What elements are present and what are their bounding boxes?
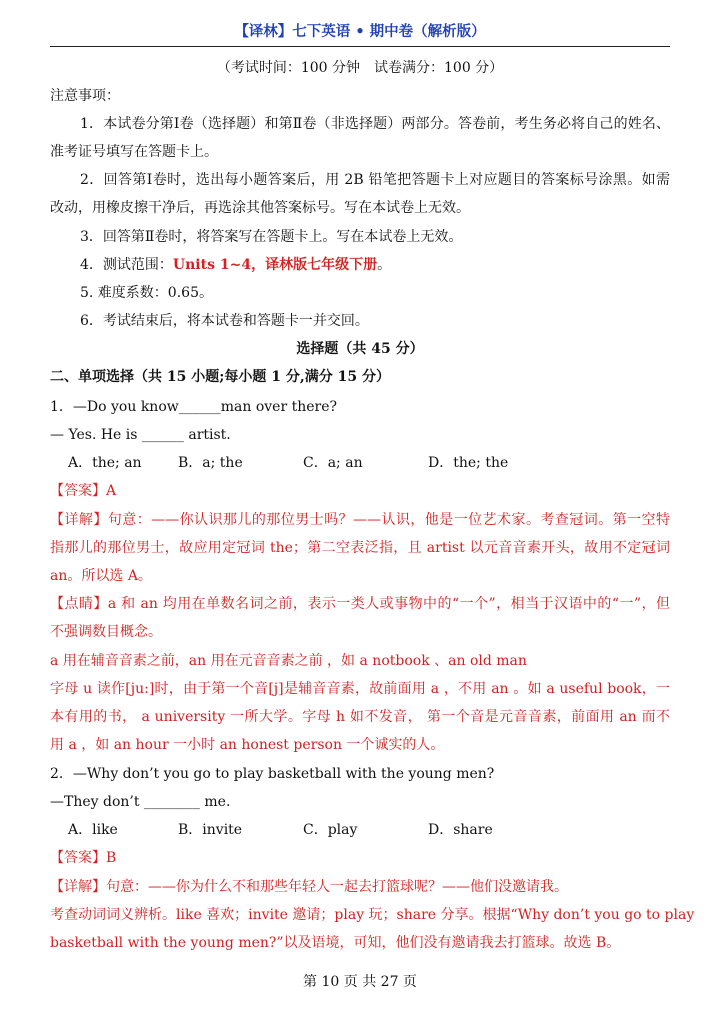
question-2-stem: 2．—Why don’t you go to play basketball with the young men?	[50, 766, 495, 782]
question-2-option-c: C．play	[303, 822, 358, 838]
notice-item-2-line-1: 2．回答第Ⅰ卷时，选出每小题答案后，用 2B 铅笔把答题卡上对应题目的答案标号涂黑。如需	[80, 172, 670, 188]
header-title: 【译林】七下英语 • 期中卷（解析版）	[234, 23, 486, 40]
notice-item-2-line-2: 改动，用橡皮擦干净后，再选涂其他答案标号。写在本试卷上无效。	[50, 200, 470, 216]
question-1-stem: 1．—Do you know______man over there?	[50, 399, 337, 415]
question-2-option-a: A．like	[68, 822, 118, 838]
header-rule	[50, 46, 670, 47]
notice-item-1-line-1: 1．本试卷分第Ⅰ卷（选择题）和第Ⅱ卷（非选择题）两部分。答卷前，考生务必将自己的姓名、	[80, 116, 670, 132]
question-1-reply: — Yes. He is ______ artist.	[50, 427, 231, 443]
question-2-answer: 【答案】B	[50, 850, 117, 866]
question-1-detail-line-3: an。所以选 A。	[50, 568, 152, 584]
question-1-option-d: D．the; the	[428, 455, 509, 471]
question-2-detail-line-3: basketball with the young men?”以及语境，可知，他们没有邀请我去打篮球。故选 B。	[50, 935, 621, 951]
notice-item-3: 3．回答第Ⅱ卷时，将答案写在答题卡上。写在本试卷上无效。	[80, 229, 463, 245]
part-title: 二、单项选择（共 15 小题;每小题 1 分,满分 15 分）	[50, 369, 390, 385]
question-2-reply: —They don’t ________ me.	[50, 794, 231, 810]
question-1-option-b: B．a; the	[178, 455, 243, 471]
question-2-options	[0, 820, 720, 840]
question-1-answer: 【答案】A	[50, 483, 117, 499]
notice-item-4-suffix: 。	[377, 257, 392, 273]
question-1-options	[0, 453, 720, 473]
question-1-tip-line-2: 不强调数目概念。	[50, 624, 162, 640]
notice-item-4-prefix: 4．测试范围：	[80, 257, 173, 273]
question-1-option-a: A．the; an	[68, 455, 142, 471]
question-1-option-c: C．a; an	[303, 455, 363, 471]
section-title: 选择题（共 45 分）	[296, 341, 424, 357]
notice-item-4	[80, 255, 391, 275]
question-2-option-d: D．share	[428, 822, 493, 838]
question-1-tip-line-6: 用 a ，如 an hour 一小时 an honest person 一个诚实的人。	[50, 737, 445, 753]
page-footer: 第 10 页 共 27 页	[303, 974, 417, 990]
notice-heading: 注意事项：	[50, 88, 120, 104]
question-1-tip-line-3: a 用在辅音音素之前，an 用在元音音素之前 ，如 a notbook 、an old man	[50, 653, 527, 669]
notice-item-5: 5. 难度系数：0.65。	[80, 285, 213, 301]
question-2-detail-line-2: 考查动词词义辨析。like 喜欢；invite 邀请；play 玩；share 分享。根据“Why don’t you go to play	[50, 907, 695, 923]
question-1-detail-line-1: 【详解】句意：——你认识那儿的那位男士吗？——认识，他是一位艺术家。考查冠词。第一空特	[50, 512, 670, 528]
question-1-tip-line-5: 本有用的书， a university 一所大学。字母 h 如不发音， 第一个音是元音音素，前面用 an 而不	[50, 709, 670, 725]
question-1-detail-line-2: 指那儿的那位男士，故应用定冠词 the；第二空表泛指，且 artist 以元音音素开头，故用不定冠词	[50, 540, 670, 556]
test-scope: Units 1~4，译林版七年级下册	[172, 257, 378, 273]
notice-item-6: 6．考试结束后，将本试卷和答题卡一并交回。	[80, 313, 369, 329]
question-1-tip-line-4: 字母 u 读作[ju:]时，由于第一个音[j]是辅音音素，故前面用 a ，不用 an 。如 a useful book，一	[50, 681, 670, 697]
question-2-detail-line-1: 【详解】句意：——你为什么不和那些年轻人一起去打篮球呢？——他们没邀请我。	[50, 879, 568, 895]
notice-item-1-line-2: 准考证号填写在答题卡上。	[50, 144, 218, 160]
question-1-tip-line-1: 【点睛】a 和 an 均用在单数名词之前，表示一类人或事物中的“一个”，相当于汉语中的“一”，但	[50, 596, 670, 612]
exam-info: （考试时间：100 分钟 试卷满分：100 分）	[216, 60, 504, 76]
question-2-option-b: B．invite	[178, 822, 243, 838]
